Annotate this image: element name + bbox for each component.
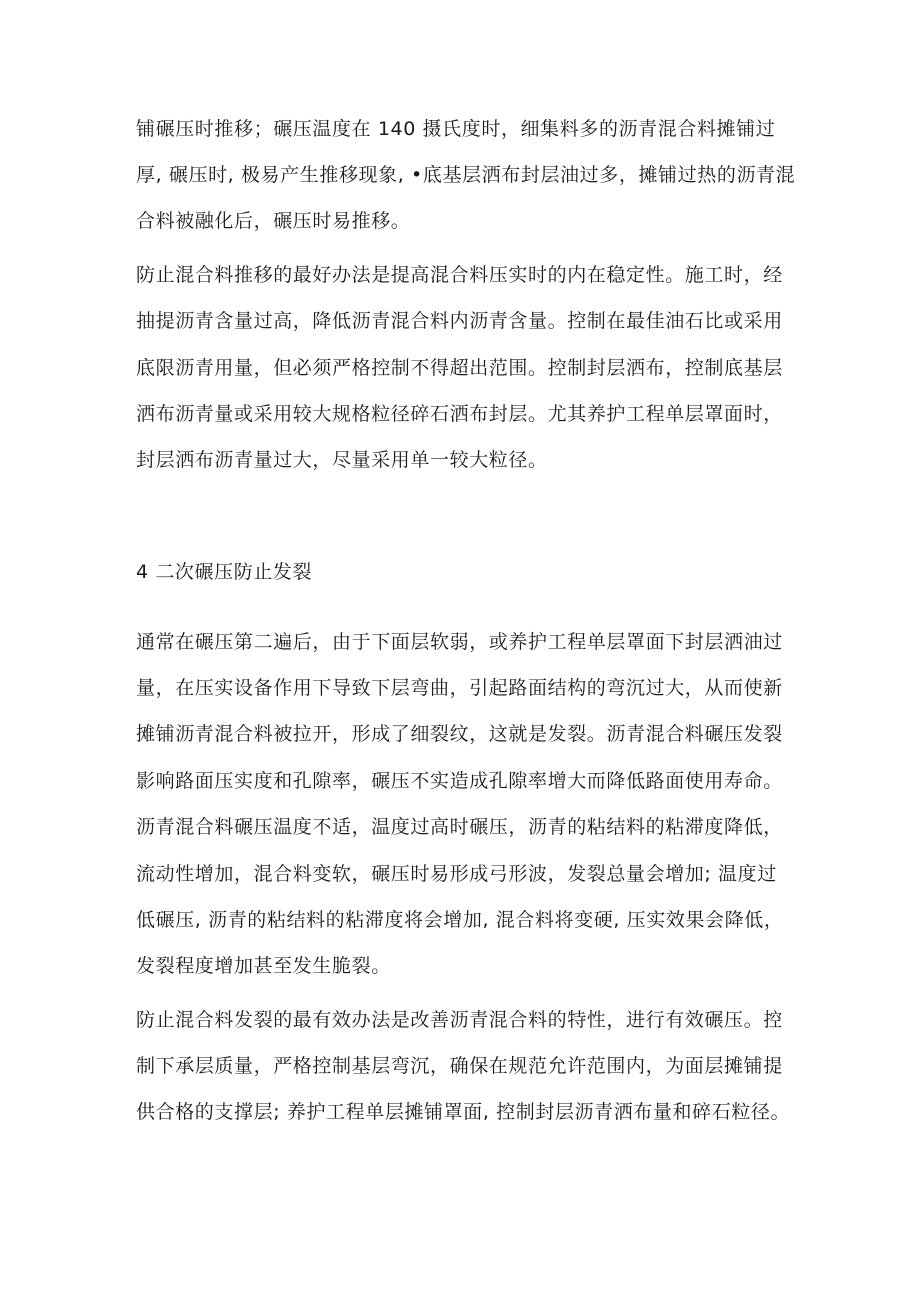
section-paragraph-1-line-3: 摊铺沥青混合料被拉开，形成了细裂纹，这就是发裂。沥青混合料碾压发裂 (136, 723, 783, 745)
paragraph-2-line-4: 洒布沥青量或采用较大规格粒径碎石洒布封层。尤其养护工程单层罩面时， (136, 403, 783, 425)
paragraph-1-line-1: 铺碾压时推移；碾压温度在 140 摄氏度时，细集料多的沥青混合料摊铺过 (136, 118, 776, 140)
paragraph-2-line-2: 抽提沥青含量过高，降低沥青混合料内沥青含量。控制在最佳油石比或采用 (136, 310, 783, 332)
section-paragraph-2-line-1: 防止混合料发裂的最有效办法是改善沥青混合料的特性，进行有效碾压。控 (136, 1009, 783, 1031)
section-paragraph-1-line-6: 流动性增加，混合料变软，碾压时易形成弓形波，发裂总量会增加; 温度过 (136, 863, 777, 885)
paragraph-1-line-2: 厚, 碾压时, 极易产生推移现象, •底基层洒布封层油过多，摊铺过热的沥青混 (136, 164, 796, 186)
section-heading: 4 二次碾压防止发裂 (136, 561, 313, 583)
paragraph-2-line-1: 防止混合料推移的最好办法是提高混合料压实时的内在稳定性。施工时，经 (136, 264, 783, 286)
paragraph-2-line-5: 封层洒布沥青量过大，尽量采用单一较大粒径。 (136, 449, 548, 471)
paragraph-1-line-3: 合料被融化后，碾压时易推移。 (136, 210, 411, 232)
section-paragraph-1-line-1: 通常在碾压第二遍后，由于下面层软弱，或养护工程单层罩面下封层洒油过 (136, 631, 783, 653)
section-paragraph-2-line-2: 制下承层质量，严格控制基层弯沉，确保在规范允许范围内，为面层摊铺提 (136, 1055, 783, 1077)
section-paragraph-2-line-3: 供合格的支撑层; 养护工程单层摊铺罩面, 控制封层沥青洒布量和碎石粒径。 (136, 1101, 791, 1123)
section-paragraph-1-line-4: 影响路面压实度和孔隙率，碾压不实造成孔隙率增大而降低路面使用寿命。 (136, 770, 783, 792)
section-paragraph-1-line-5: 沥青混合料碾压温度不适，温度过高时碾压，沥青的粘结料的粘滞度降低， (136, 816, 783, 838)
section-paragraph-1-line-7: 低碾压, 沥青的粘结料的粘滞度将会增加, 混合料将变硬, 压实效果会降低， (136, 909, 784, 931)
section-paragraph-1-line-2: 量，在压实设备作用下导致下层弯曲，引起路面结构的弯沉过大，从而使新 (136, 677, 783, 699)
paragraph-2-line-3: 底限沥青用量，但必须严格控制不得超出范围。控制封层洒布，控制底基层 (136, 357, 783, 379)
section-paragraph-1-line-8: 发裂程度增加甚至发生脆裂。 (136, 955, 391, 977)
